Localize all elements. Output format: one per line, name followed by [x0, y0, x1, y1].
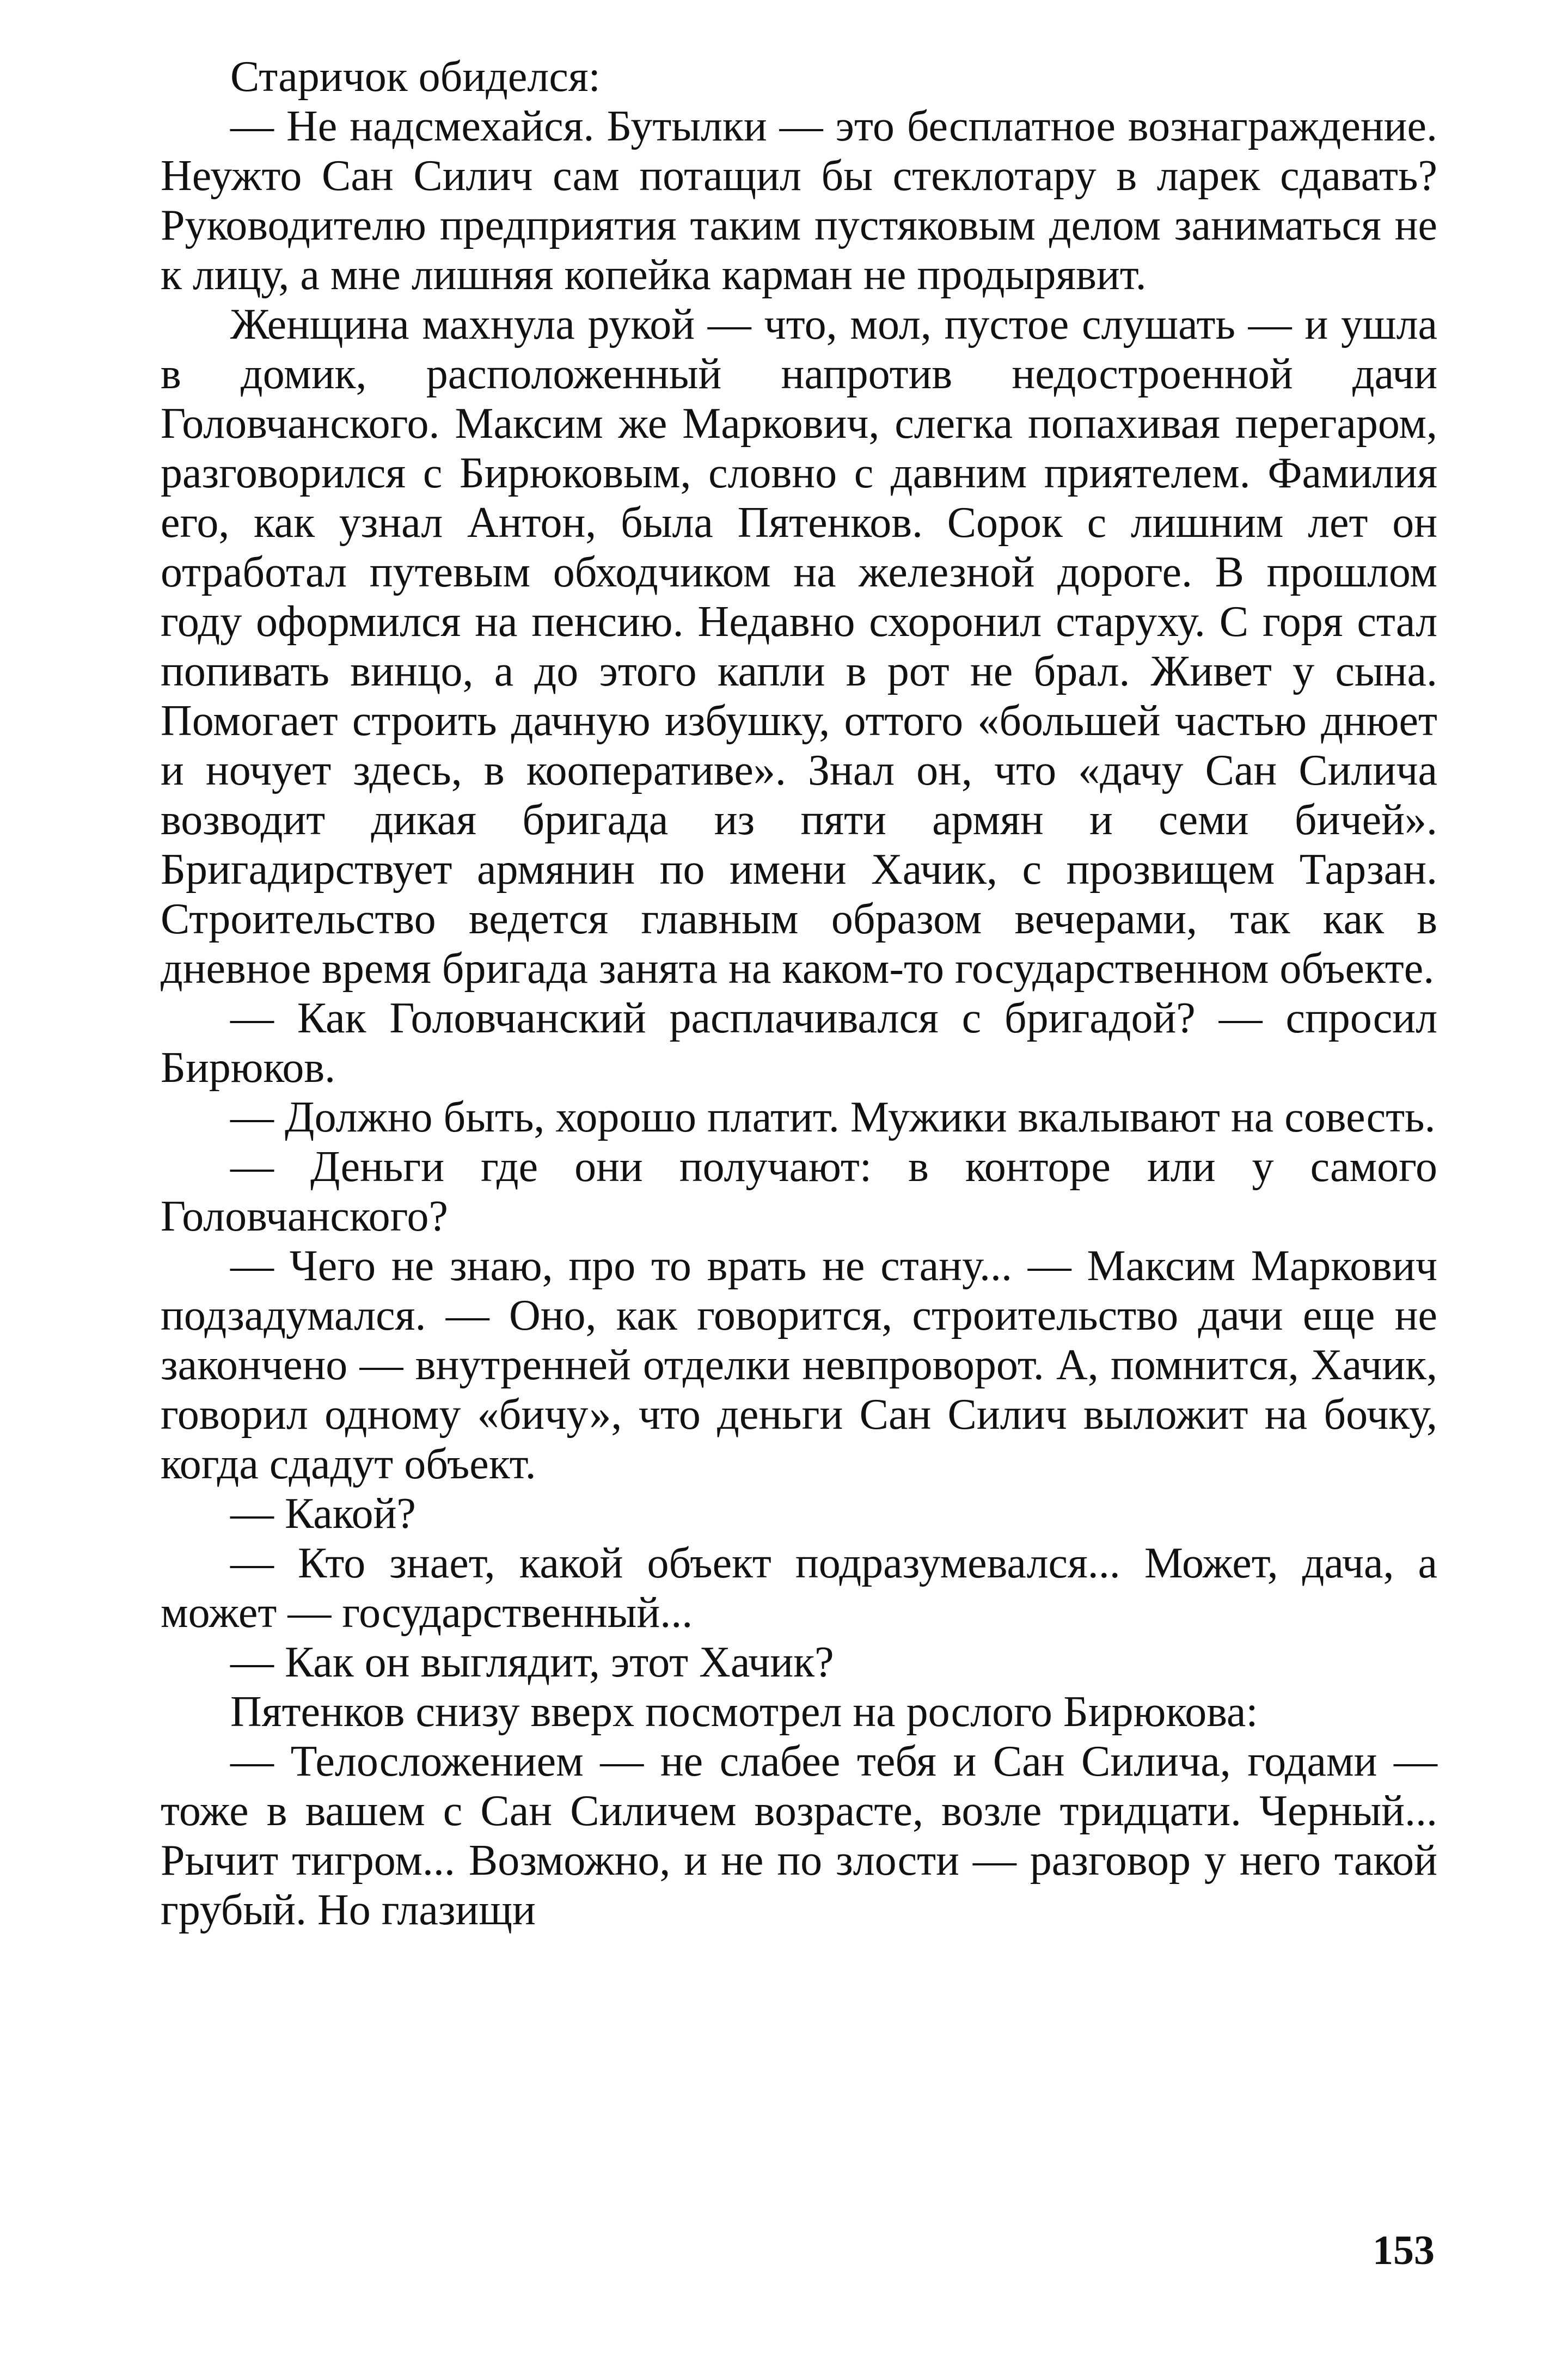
paragraph: — Как он выглядит, этот Хачик? — [230, 1638, 834, 1686]
paragraph: — Кто знает, какой объект подразумевался... Может, дача, а может — государственный... — [161, 1539, 1437, 1637]
paragraph: — Чего не знаю, про то врать не стану... — Максим Маркович подзадумался. — Оно, как говорится, строительство дачи еще не закончено — внутренней отделки невпроворот. А, помнится, Хачик, говорил одному «бичу», что деньги Сан Силич выложит на бочку, когда сдадут объект. — [161, 1242, 1437, 1488]
paragraph: Пятенков снизу вверх посмотрел на рослого Бирюкова: — [230, 1688, 1258, 1736]
paragraph: — Как Головчанский расплачивался с бригадой? — спросил Бирюков. — [161, 994, 1437, 1092]
paragraph: — Какой? — [230, 1490, 416, 1538]
paragraph: Старичок обиделся: — [230, 53, 601, 101]
paragraph: — Не надсмехайся. Бутылки — это бесплатное вознаграждение. Неужто Сан Силич сам потащил бы стеклотару в ларек сдавать? Руководителю предприятия таким пустяковым делом заниматься не к лицу, а мне лишняя копейка карман не продырявит. — [161, 102, 1437, 299]
page-number: 153 — [1373, 2228, 1435, 2273]
paragraph: Женщина махнула рукой — что, мол, пустое слушать — и ушла в домик, расположенный напротив недостроенной дачи Головчанского. Максим же Маркович, слегка попахивая перегаром, разговорился с Бирюковым, словно с давним приятелем. Фамилия его, как узнал Антон, была Пятенков. Сорок с лишним лет он отработал путевым обходчиком на железной дороге. В прошлом году оформился на пенсию. Недавно схоронил старуху. С горя стал попивать винцо, а до этого капли в рот не брал. Живет у сына. Помогает строить дачную избушку, оттого «большей частью днюет и ночует здесь, в кооперативе». Знал он, что «дачу Сан Силича возводит дикая бригада из пяти армян и семи бичей». Бригадирствует армянин по имени Хачик, с прозвищем Тарзан. Строительство ведется главным образом вечерами, так как в дневное время бригада занята на каком-то государственном объекте. — [161, 301, 1437, 993]
paragraph: — Телосложением — не слабее тебя и Сан Силича, годами — тоже в вашем с Сан Силичем возрасте, возле тридцати. Черный... Рычит тигром... Возможно, и не по злости — разговор у него такой грубый. Но глазищи — [161, 1737, 1437, 1934]
paragraph: — Должно быть, хорошо платит. Мужики вкалывают на совесть. — [230, 1093, 1436, 1141]
body-text — [161, 52, 1437, 1935]
paragraph: — Деньги где они получают: в конторе или у самого Головчанского? — [161, 1143, 1437, 1240]
